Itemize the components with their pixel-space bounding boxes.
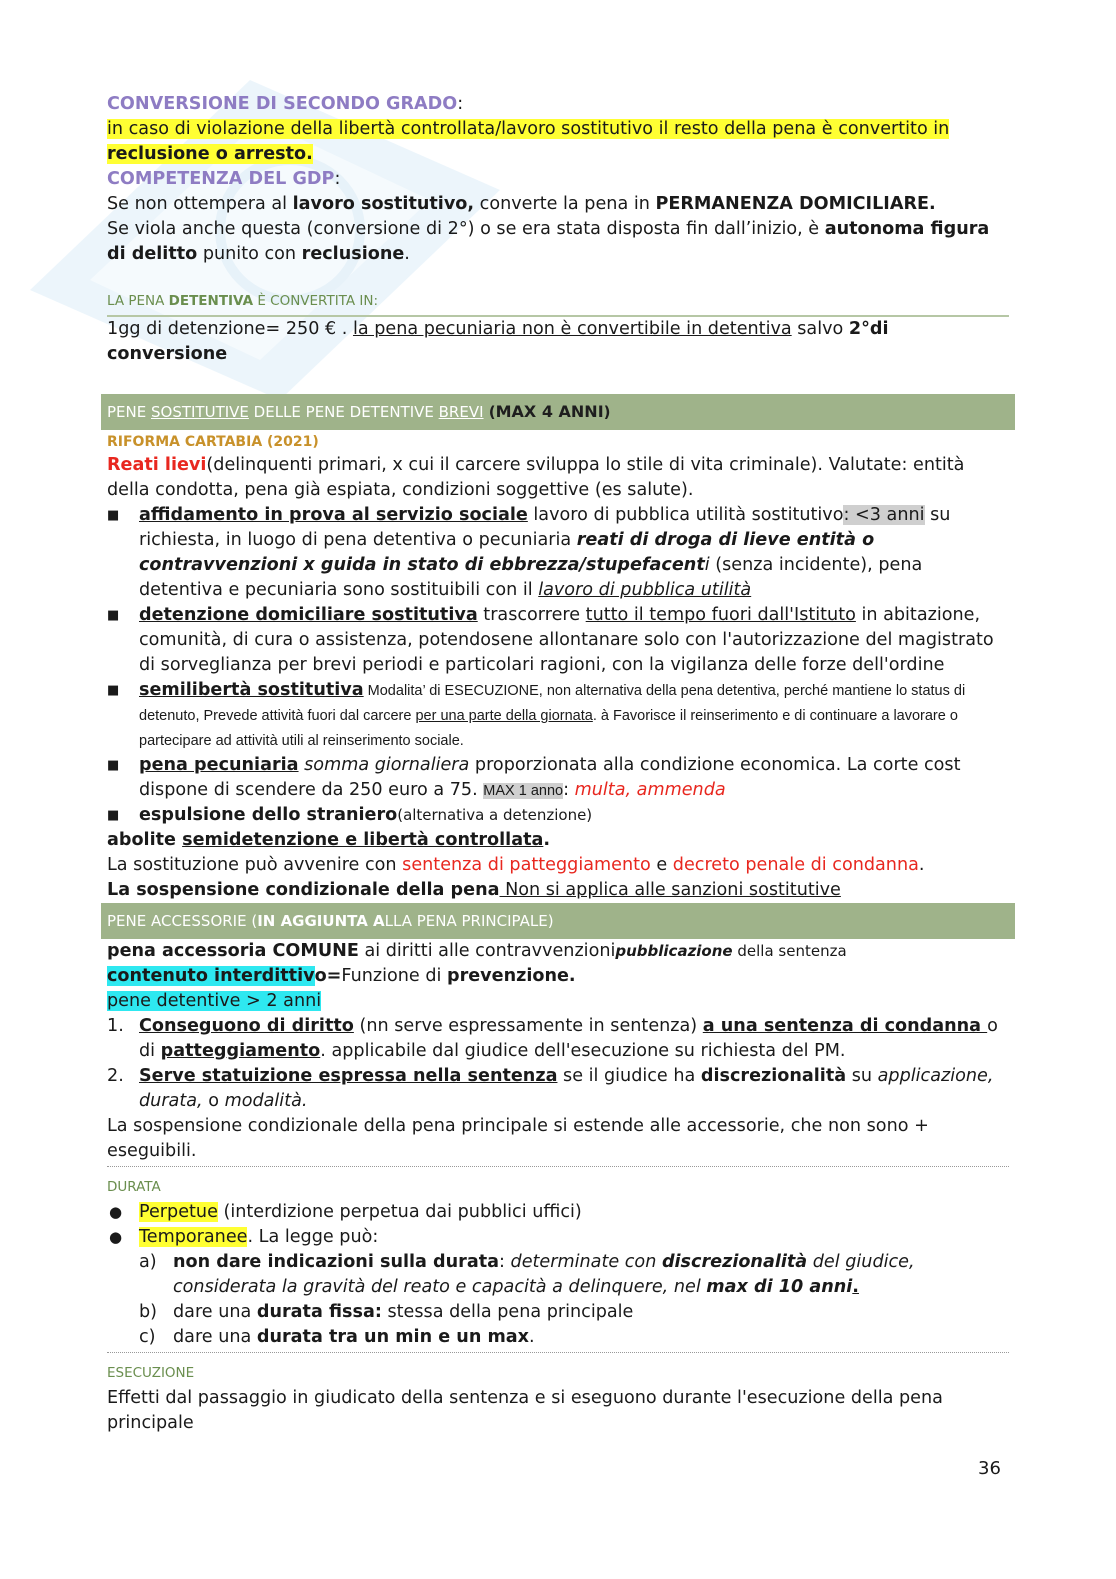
- list-item: ● Perpetue (interdizione perpetua dai pubblici uffici): [109, 1202, 582, 1222]
- list-item: 2. Serve statuizione espressa nella sentenza se il giudice ha discrezionalità su applicazione, durata, o modalità.: [107, 1066, 994, 1111]
- page-number: 36: [978, 1458, 1001, 1479]
- pena-detentiva-text: 1gg di detenzione= 250 € . la pena pecuniaria non è convertibile in detentiva salvo 2°di conversione: [107, 319, 889, 364]
- list-item: ■ espulsione dello straniero(alternativa a detenzione): [107, 803, 1009, 828]
- heading-durata: DURATA: [107, 1179, 161, 1195]
- section-band-pene-accessorie: PENE ACCESSORIE (IN AGGIUNTA ALLA PENA PRINCIPALE): [101, 903, 1015, 939]
- divider: [107, 1166, 1009, 1167]
- heading-conversione: CONVERSIONE DI SECONDO GRADO: [107, 94, 458, 114]
- durata-list: [107, 1200, 1009, 1250]
- list-item: ■ affidamento in prova al servizio sociale lavoro di pubblica utilità sostitutivo: <3 anni su richiesta, in luogo di pena detentiva o pecuniaria reati di droga di lieve entità o contravvenzioni x guida in stato di ebbrezza/stupefacenti (senza incidente), pena detentiva e pecuniaria sono sostituibili con il lavoro di pubblica utilità: [107, 503, 1009, 603]
- list-item: ■ pena pecuniaria somma giornaliera proporzionata alla condizione economica. La corte cost dispone di scendere da 250 euro a 75. MAX 1 anno: multa, ammenda: [107, 753, 1009, 803]
- reati-lievi-intro: Reati lievi(delinquenti primari, x cui il carcere sviluppa lo stile di vita criminale). Valutate: entità della condotta, pena già espiata, condizioni soggettive (es salute).: [107, 455, 965, 500]
- document-body: [107, 92, 1009, 1436]
- list-item: ● Temporanee. La legge può:: [109, 1227, 379, 1247]
- sostituzione-line: La sostituzione può avvenire con sentenza di patteggiamento e decreto penale di condanna.: [107, 855, 925, 875]
- competenza-line-2: Se viola anche questa (conversione di 2°) o se era stata disposta fin dall’inizio, è autonoma figura di delitto punito con reclusione.: [107, 219, 990, 264]
- list-item: a) non dare indicazioni sulla durata: determinate con discrezionalità del giudice, considerata la gravità del reato e capacità a delinquere, nel max di 10 anni.: [139, 1252, 915, 1297]
- sospensione-accessorie: La sospensione condizionale della pena principale si estende alle accessorie, che non sono + eseguibili.: [107, 1116, 929, 1161]
- list-item: ■ semilibertà sostitutiva Modalita’ di ESECUZIONE, non alternativa della pena detentiva, perché mantiene lo status di detenuto, Prevede attività fuori dal carcere per una parte della giornata. à Favorisce il reinserimento e di continuare a lavorare o partecipare ad attività utili al reinserimento sociale.: [107, 678, 1009, 753]
- section-competenza: COMPETENZA DEL GDP:: [107, 169, 341, 189]
- conversione-text: in caso di violazione della libertà controllata/lavoro sostitutivo il resto della pena è convertito in reclusione o arresto.: [107, 119, 950, 164]
- section-band-pene-sostitutive: PENE SOSTITUTIVE DELLE PENE DETENTIVE BREVI (MAX 4 ANNI): [101, 394, 1015, 430]
- pena-accessoria-comune: pena accessoria COMUNE ai diritti alle contravvenzionipubblicazione della sentenza: [107, 941, 847, 961]
- esecuzione-text: Effetti dal passaggio in giudicato della sentenza e si eseguono durante l'esecuzione della pena principale: [107, 1388, 943, 1433]
- abolite-line: abolite semidetenzione e libertà controllata.: [107, 830, 551, 850]
- durata-sub-list: [107, 1250, 1009, 1350]
- accessorie-numbered-list: [107, 1014, 1009, 1114]
- heading-esecuzione: ESECUZIONE: [107, 1365, 195, 1381]
- list-item: c) dare una durata tra un min e un max.: [139, 1327, 535, 1347]
- heading-pena-detentiva: LA PENA DETENTIVA È CONVERTITA IN:: [107, 289, 1009, 317]
- section-conversione: CONVERSIONE DI SECONDO GRADO:: [107, 94, 464, 114]
- contenuto-interdittivo: contenuto interdittivo=Funzione di prevenzione.: [107, 966, 576, 986]
- pene-detentive-2-anni: pene detentive > 2 anni: [107, 991, 322, 1011]
- heading-competenza: COMPETENZA DEL GDP: [107, 169, 335, 189]
- list-item: 1. Conseguono di diritto (nn serve espressamente in sentenza) a una sentenza di condanna o di patteggiamento. applicabile dal giudice dell'esecuzione su richiesta del PM.: [107, 1016, 998, 1061]
- list-item: ■ detenzione domiciliare sostitutiva trascorrere tutto il tempo fuori dall'Istituto in abitazione, comunità, di cura o assistenza, potendosene allontanare solo con l'autorizzazione del magistrato di sorveglianza per brevi periodi e particolari ragioni, con la vigilanza delle forze dell'ordine: [107, 603, 1009, 678]
- list-item: b) dare una durata fissa: stessa della pena principale: [139, 1302, 634, 1322]
- sanzioni-list: [107, 503, 1009, 828]
- riforma-cartabia: RIFORMA CARTABIA (2021): [107, 434, 319, 450]
- competenza-line-1: Se non ottempera al lavoro sostitutivo, converte la pena in PERMANENZA DOMICILIARE.: [107, 194, 936, 214]
- divider: [107, 1352, 1009, 1353]
- sospensione-line: La sospensione condizionale della pena Non si applica alle sanzioni sostitutive: [107, 880, 841, 900]
